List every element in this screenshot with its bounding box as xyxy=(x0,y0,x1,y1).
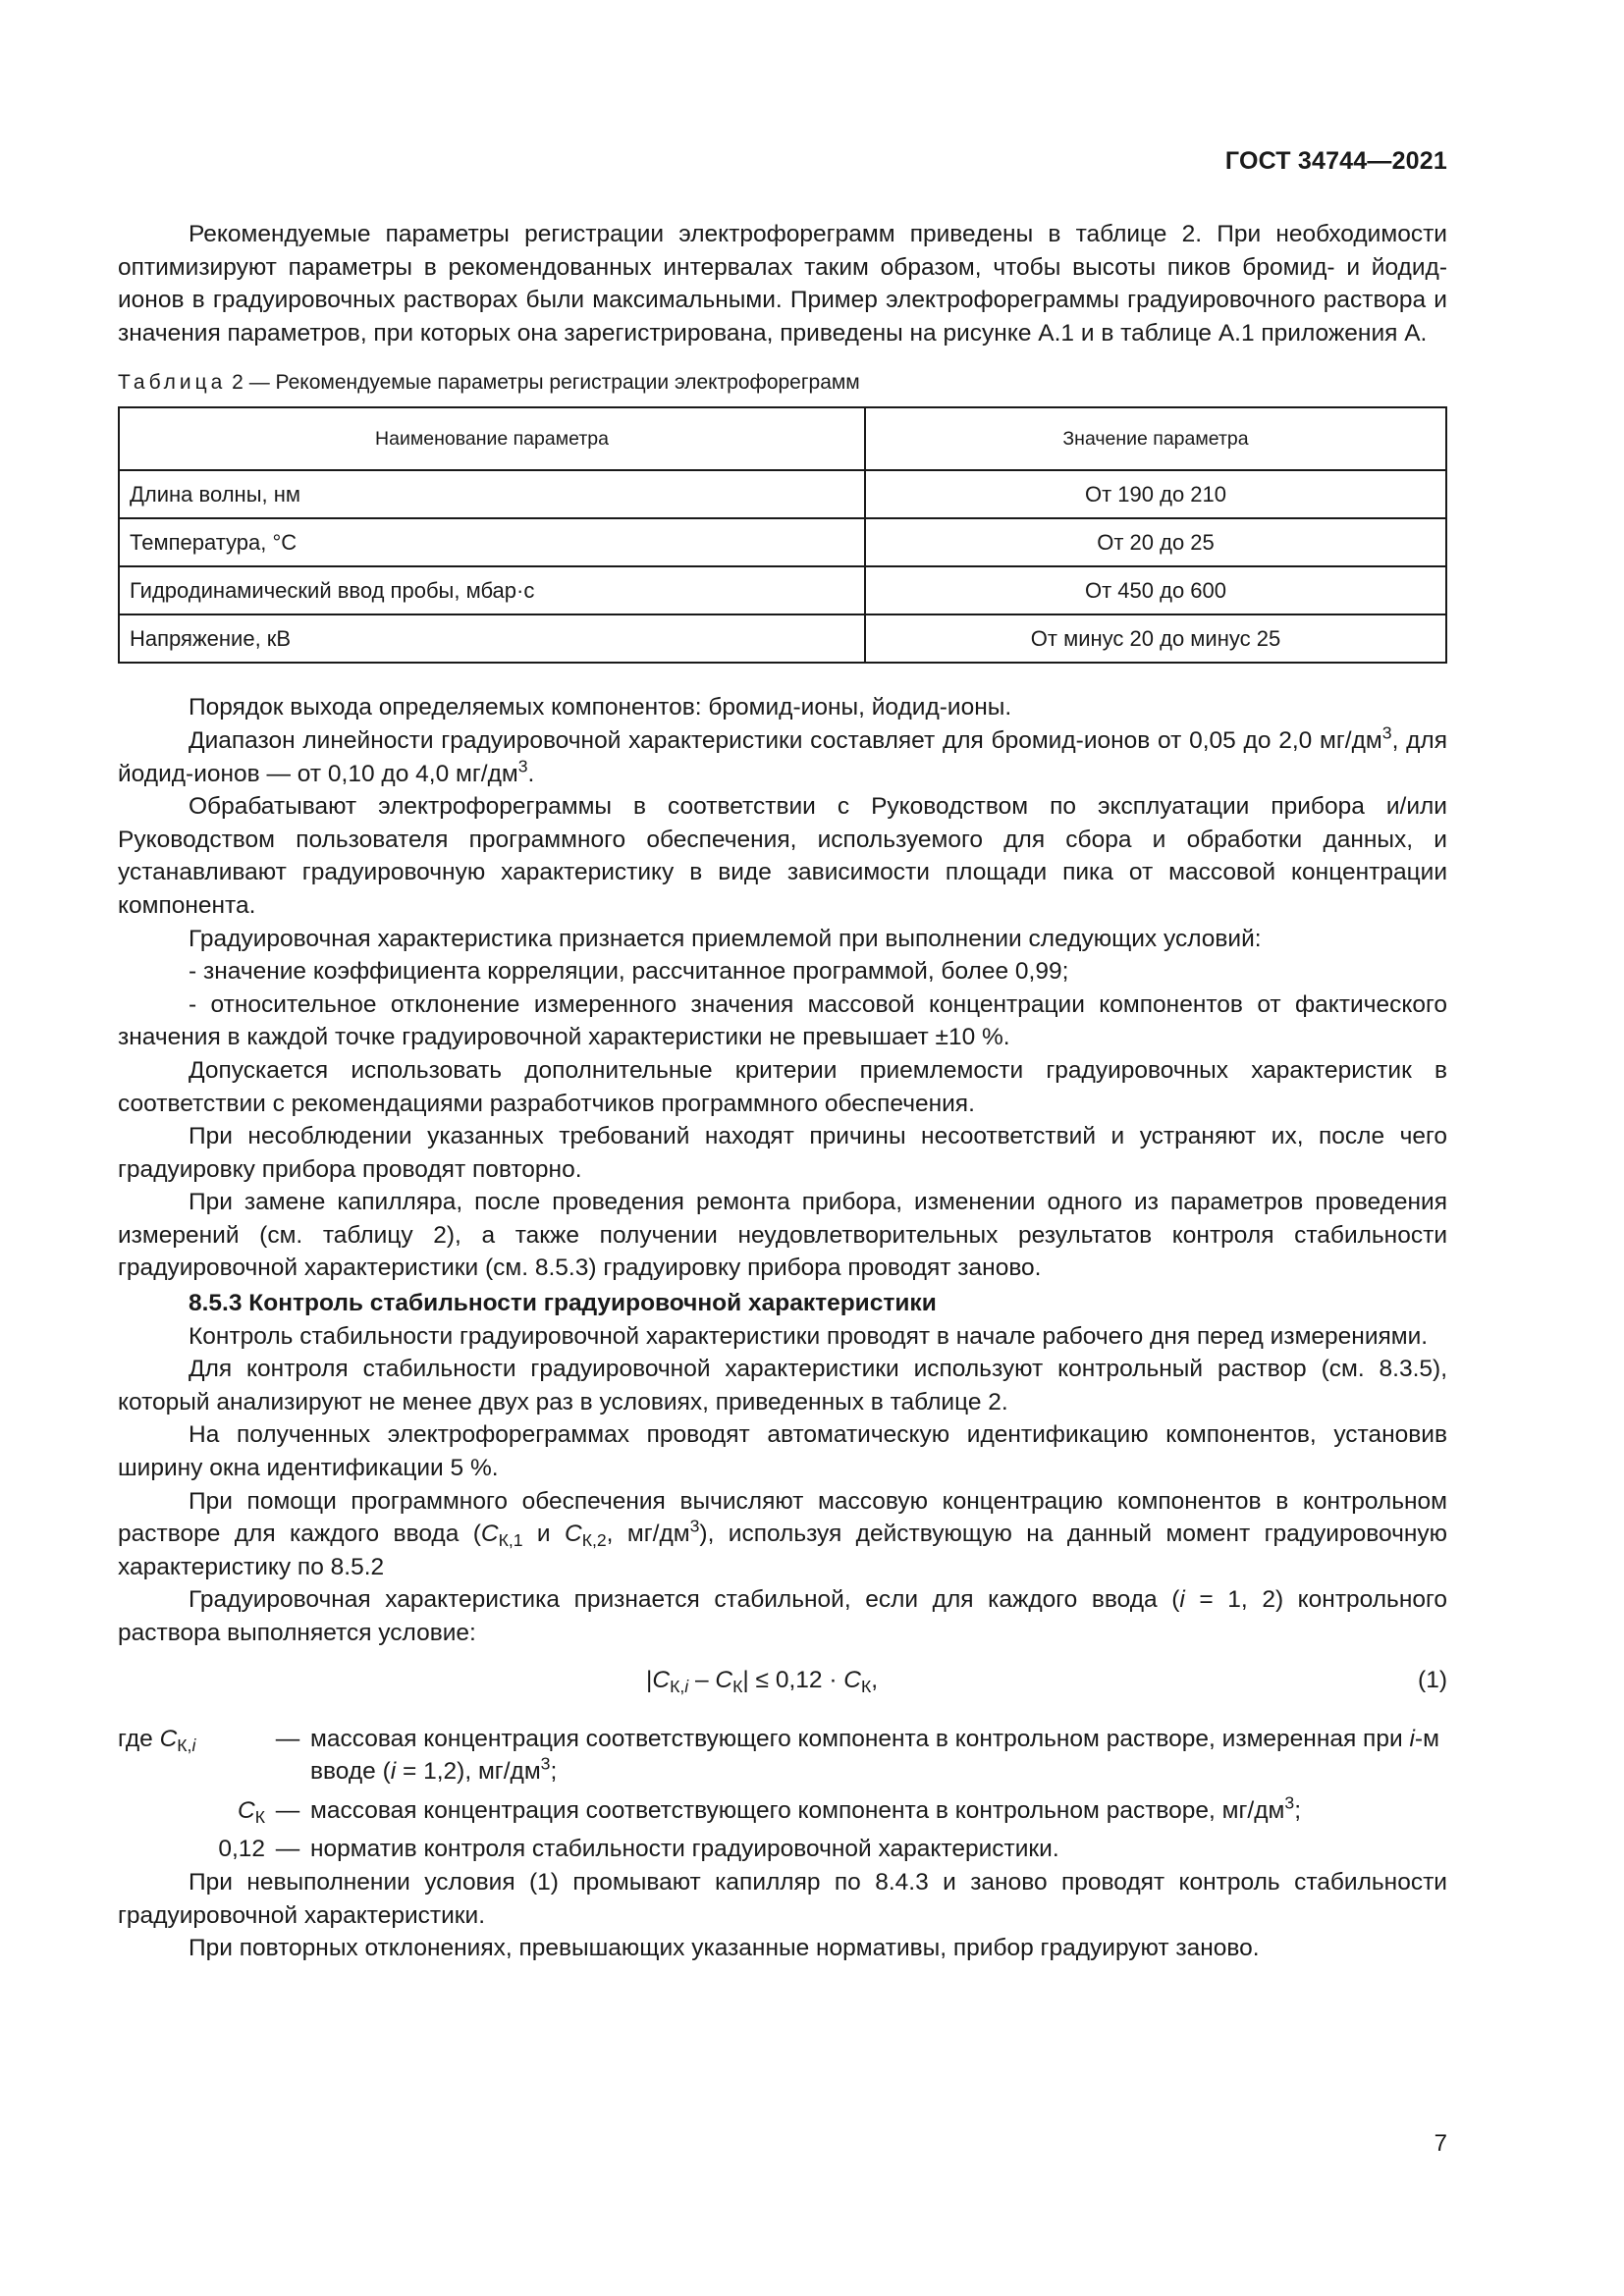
intro-paragraph: Рекомендуемые параметры регистрации электрофореграмм приведены в таблице 2. При необходимости оптимизируют параметры в рекомендованных интервалах таким образом, чтобы высоты пиков бромид- и йодид-ионов в градуировочных растворах были максимальными. Пример электрофореграммы градуировочного раствора и значения параметров, при которых она зарегистрирована, приведены на рисунке А.1 и в таблице А.1 приложения А. xyxy=(118,221,1447,347)
page-number: 7 xyxy=(1434,2130,1447,2157)
document-code: ГОСТ 34744—2021 xyxy=(1224,147,1447,175)
table-cell-value: От минус 20 до минус 25 xyxy=(865,614,1446,663)
table-caption-text: 2 — Рекомендуемые параметры регистрации электрофореграмм xyxy=(226,371,860,395)
definition-item: где $C_{К,i}$ — массовая концентрация соответствующего компонента в контрольном растворе, измеренная при i-м вводе (i = 1,2), $мг/дм^3$; xyxy=(118,1725,1439,1786)
stability-formula: $|C_{К,i} - C_К| \le 0,12 \cdot C_К$, xyxy=(646,1666,879,1696)
list-item: - значение коэффициента корреляции, рассчитанное программой, более 0,99; xyxy=(189,958,1069,986)
table-caption-label: Таблица xyxy=(118,371,227,395)
section-heading: 8.5.3 Контроль стабильности градуировочной характеристики xyxy=(189,1290,937,1317)
table-header-value: Значение параметра xyxy=(865,407,1446,470)
order-paragraph: Порядок выхода определяемых компонентов: бромид-ионы, йодид-ионы. xyxy=(189,694,1012,721)
table-cell-parameter: Длина волны, нм xyxy=(119,470,865,518)
control-start-paragraph: Контроль стабильности градуировочной характеристики проводят в начале рабочего дня перед измерениями. xyxy=(189,1322,1429,1350)
software-paragraph: При помощи программного обеспечения вычисляют массовую концентрацию компонентов в контрольном растворе для каждого ввода ($C_{К,1}$ и $C_{К,2}$, $мг/дм^3$), используя действующую на данный момент градуировочную характеристику по 8.5.2 xyxy=(118,1487,1447,1580)
table-cell-parameter: Температура, °С xyxy=(119,518,865,566)
fail-paragraph: При невыполнении условия (1) промывают капилляр по 8.4.3 и заново проводят контроль стабильности градуировочной характеристики. xyxy=(118,1868,1447,1929)
noncompliance-paragraph: При несоблюдении указанных требований находят причины несоответствий и устраняют их, после чего градуировку прибора проводят повторно. xyxy=(118,1123,1447,1183)
table-row xyxy=(119,614,1446,663)
page-content xyxy=(118,218,1447,1965)
control-solution-paragraph: Для контроля стабильности градуировочной характеристики используют контрольный раствор (см. 8.3.5), который анализируют не менее двух раз в условиях, приведенных в таблице 2. xyxy=(118,1356,1447,1415)
acceptance-paragraph: Градуировочная характеристика признается приемлемой при выполнении следующих условий: xyxy=(189,925,1262,952)
parameters-table xyxy=(118,406,1447,664)
table-cell-value: От 450 до 600 xyxy=(865,566,1446,614)
table-cell-value: От 190 до 210 xyxy=(865,470,1446,518)
allowed-criteria-paragraph: Допускается использовать дополнительные критерии приемлемости градуировочных характеристик в соответствии с рекомендациями разработчиков программного обеспечения. xyxy=(118,1056,1447,1117)
identification-paragraph: На полученных электрофореграммах проводят автоматическую идентификацию компонентов, установив ширину окна идентификации 5 %. xyxy=(118,1421,1447,1482)
definition-item: $C_К$ — массовая концентрация соответствующего компонента в контрольном растворе, $мг/дм^3$; xyxy=(238,1792,1302,1827)
formula-row xyxy=(118,1654,1447,1711)
table-row xyxy=(119,566,1446,614)
table-cell-value: От 20 до 25 xyxy=(865,518,1446,566)
stability-condition-paragraph: Градуировочная характеристика признается стабильной, если для каждого ввода (i = 1, 2) контрольного раствора выполняется условие: xyxy=(118,1586,1448,1646)
definition-item: 0,12 — норматив контроля стабильности градуировочной характеристики. xyxy=(218,1836,1059,1863)
table-cell-parameter: Напряжение, кВ xyxy=(119,614,865,663)
table-caption xyxy=(118,369,1447,397)
table-header-row xyxy=(119,407,1446,470)
table-cell-parameter: Гидродинамический ввод пробы, мбар·с xyxy=(119,566,865,614)
formula-number: (1) xyxy=(1418,1666,1447,1693)
table-row xyxy=(119,470,1446,518)
range-paragraph: Диапазон линейности градуировочной характеристики составляет для бромид-ионов от 0,05 до 2,0 $мг/дм^3$, для йодид-ионов — от 0,10 до 4,0 $мг/дм^3$. xyxy=(118,722,1447,787)
table-header-parameter: Наименование параметра xyxy=(119,407,865,470)
replacement-paragraph: При замене капилляра, после проведения ремонта прибора, изменении одного из параметров проведения измерений (см. таблицу 2), а также получении неудовлетворительных результатов контроля стабильности градуировочной характеристики (см. 8.5.3) градуировку прибора проводят заново. xyxy=(118,1189,1447,1282)
repeat-paragraph: При повторных отклонениях, превышающих указанные нормативы, прибор градуируют заново. xyxy=(189,1935,1260,1962)
list-item: - относительное отклонение измеренного значения массовой концентрации компонентов от фактического значения в каждой точке градуировочной характеристики не превышает ±10 %. xyxy=(118,990,1447,1051)
processing-paragraph: Обрабатывают электрофореграммы в соответствии с Руководством по эксплуатации прибора и/или Руководством пользователя программного обеспечения, используемого для сбора и обработки данных, и устанавливают градуировочную характеристику в виде зависимости площади пика от массовой концентрации компонента. xyxy=(118,793,1447,919)
table-row xyxy=(119,518,1446,566)
